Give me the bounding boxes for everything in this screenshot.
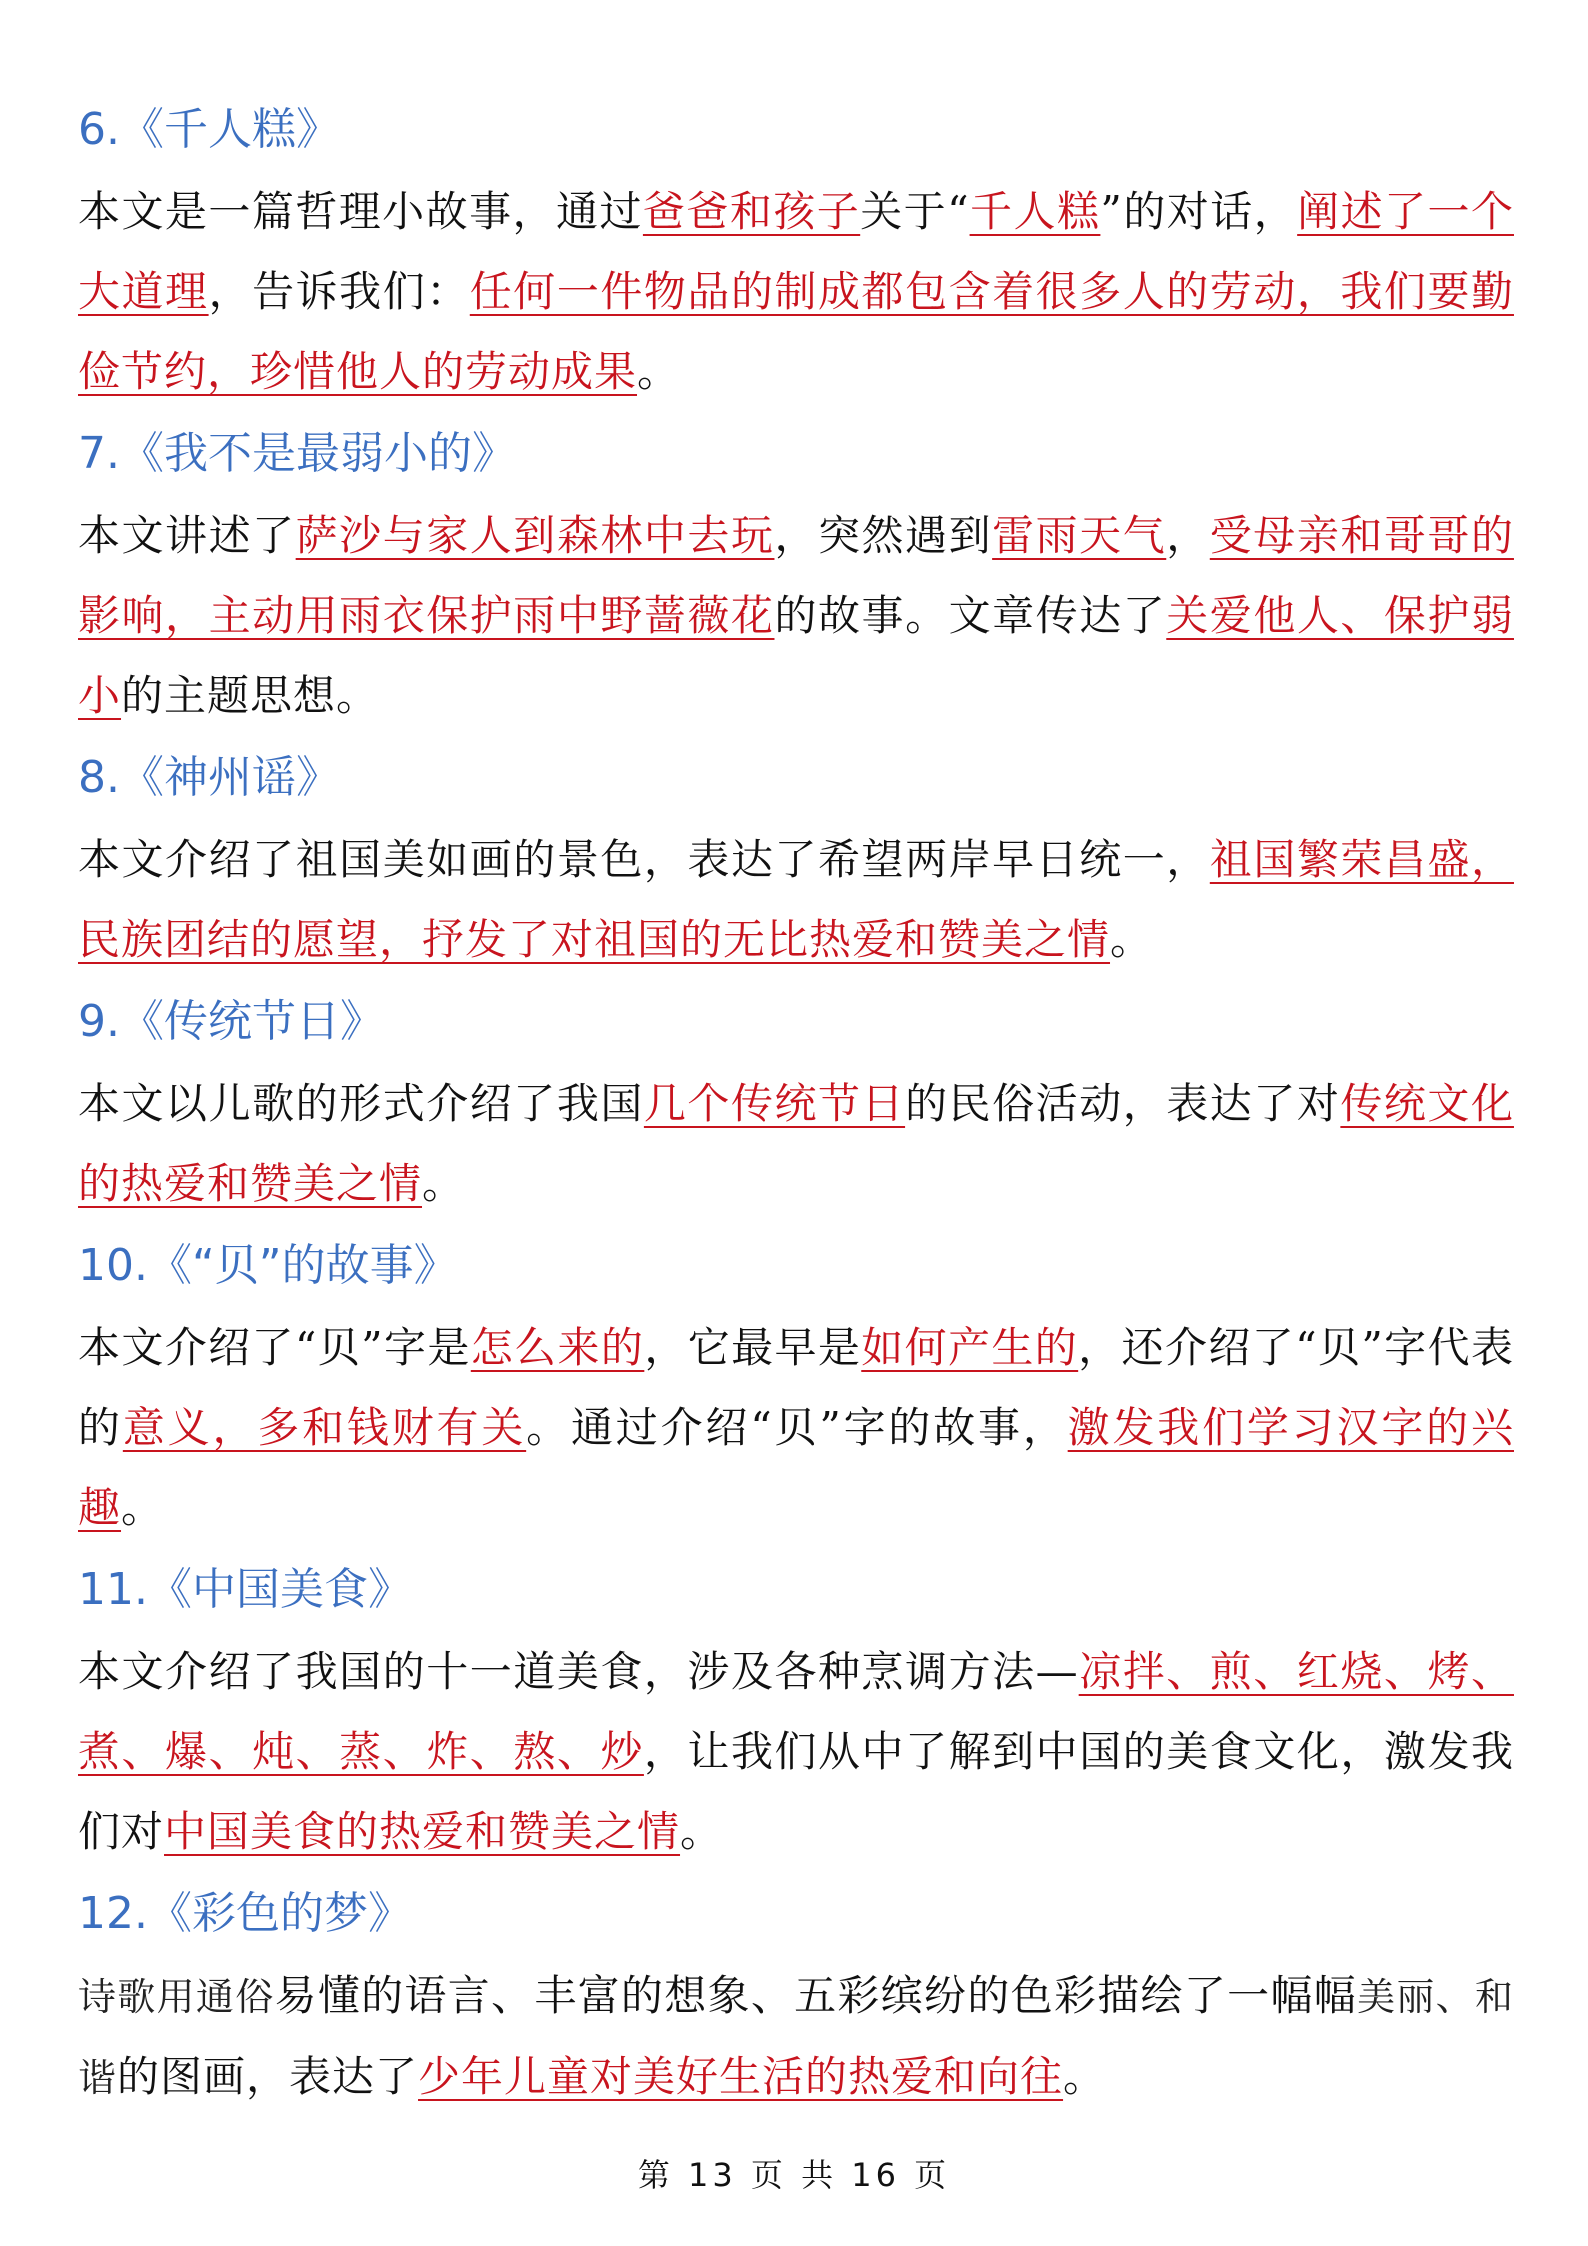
text-segment: 。 (422, 1159, 466, 1208)
section-paragraph (78, 496, 1514, 736)
highlighted-text: 任何一件物品的制成都包含着很多人的劳动，我们要勤俭节约，珍惜他人的劳动成果 (78, 267, 1514, 396)
text-segment: 本文是一篇哲理小故事，通过 (78, 187, 643, 236)
page-footer: 第 13 页 共 16 页 (637, 2156, 951, 2194)
section-7 (78, 420, 1514, 736)
section-6 (78, 96, 1514, 412)
highlighted-text: 怎么来的 (470, 1323, 645, 1372)
highlighted-text: 受母亲和哥哥的影响，主动用雨衣保护雨中野蔷薇花 (78, 511, 1514, 640)
text-segment: 本文介绍了“贝”字是 (78, 1323, 471, 1372)
section-paragraph (78, 1956, 1514, 2118)
text-segment: ，告诉我们： (208, 267, 470, 316)
highlighted-text: 凉拌、煎、红烧、烤、煮、爆、炖、蒸、炸、熬、炒 (78, 1647, 1514, 1776)
highlighted-text: 阐述了一个大道理 (78, 187, 1514, 316)
section-heading: 10.《“贝”的故事》 (78, 1240, 458, 1291)
text-segment: 本文介绍了我国的十一道美食，涉及各种烹调方法— (78, 1647, 1079, 1696)
section-heading: 8.《神州谣》 (78, 752, 340, 803)
text-segment: ，还介绍了“贝”字代表的 (78, 1323, 1514, 1452)
highlighted-text: 祖国繁荣昌盛，民族团结的愿望，抒发了对祖国的无比热爱和赞美之情 (78, 835, 1514, 964)
highlighted-text: 萨沙与家人到森林中去玩 (295, 511, 775, 560)
text-segment: 的主题思想。 (121, 671, 380, 720)
text-segment: 本文介绍了祖国美如画的景色，表达了希望两岸早日统一， (78, 835, 1210, 884)
section-9 (78, 988, 1514, 1224)
text-segment: 的图画，表达了 (117, 2052, 419, 2101)
text-segment: ，突然遇到 (774, 511, 993, 560)
highlighted-text: 爸爸和孩子 (642, 187, 861, 236)
text-segment: ，让我们从中了解到中国的美食文化，激发我们对 (78, 1727, 1514, 1856)
highlighted-text: 雷雨天气 (992, 511, 1167, 560)
section-11 (78, 1556, 1514, 1872)
highlighted-text: 传统文化的热爱和赞美之情 (78, 1079, 1514, 1208)
highlighted-text: 关爱他人、保护弱小 (78, 591, 1514, 720)
section-heading: 7.《我不是最弱小的》 (78, 428, 516, 479)
text-segment: 诗歌用通俗 (78, 1975, 275, 2019)
text-segment: 。 (680, 1807, 724, 1856)
text-segment: 。通过介绍“贝”字的故事， (526, 1403, 1068, 1452)
text-segment: 。 (121, 1483, 165, 1532)
text-segment: 。 (1063, 2052, 1107, 2101)
document-page (78, 96, 1514, 2126)
section-paragraph (78, 1632, 1514, 1872)
section-paragraph (78, 820, 1514, 980)
highlighted-text: 激发我们学习汉字的兴趣 (78, 1403, 1514, 1532)
highlighted-text: 意义，多和钱财有关 (122, 1403, 527, 1452)
highlighted-text: 少年儿童对美好生活的热爱和向往 (418, 2052, 1064, 2101)
section-heading: 6.《千人糕》 (78, 104, 340, 155)
text-segment: 易懂的语言、丰富的想象、五彩缤纷的色彩描绘了一幅幅 (274, 1971, 1358, 2020)
section-heading: 11.《中国美食》 (78, 1564, 412, 1615)
section-12 (78, 1880, 1514, 2118)
text-segment: ，它最早是 (644, 1323, 862, 1372)
highlighted-text: 如何产生的 (861, 1323, 1079, 1372)
highlighted-text: 千人糕 (969, 187, 1101, 236)
text-segment: 的故事。文章传达了 (774, 591, 1167, 640)
text-segment: 关于“ (860, 187, 970, 236)
text-segment: 本文以儿歌的形式介绍了我国 (78, 1079, 644, 1128)
text-segment: ”的对话， (1100, 187, 1298, 236)
section-paragraph (78, 1308, 1514, 1548)
text-segment: 的民俗活动，表达了对 (905, 1079, 1341, 1128)
highlighted-text: 几个传统节日 (643, 1079, 906, 1128)
section-heading: 12.《彩色的梦》 (78, 1888, 412, 1939)
section-paragraph (78, 172, 1514, 412)
section-paragraph (78, 1064, 1514, 1224)
text-segment: 。 (637, 347, 681, 396)
highlighted-text: 中国美食的热爱和赞美之情 (164, 1807, 681, 1856)
section-heading: 9.《传统节日》 (78, 996, 384, 1047)
text-segment: 美丽、和谐 (78, 1975, 1514, 2100)
section-8 (78, 744, 1514, 980)
text-segment: 本文讲述了 (78, 511, 296, 560)
text-segment: ， (1166, 511, 1210, 560)
section-10 (78, 1232, 1514, 1548)
text-segment: 。 (1110, 915, 1154, 964)
